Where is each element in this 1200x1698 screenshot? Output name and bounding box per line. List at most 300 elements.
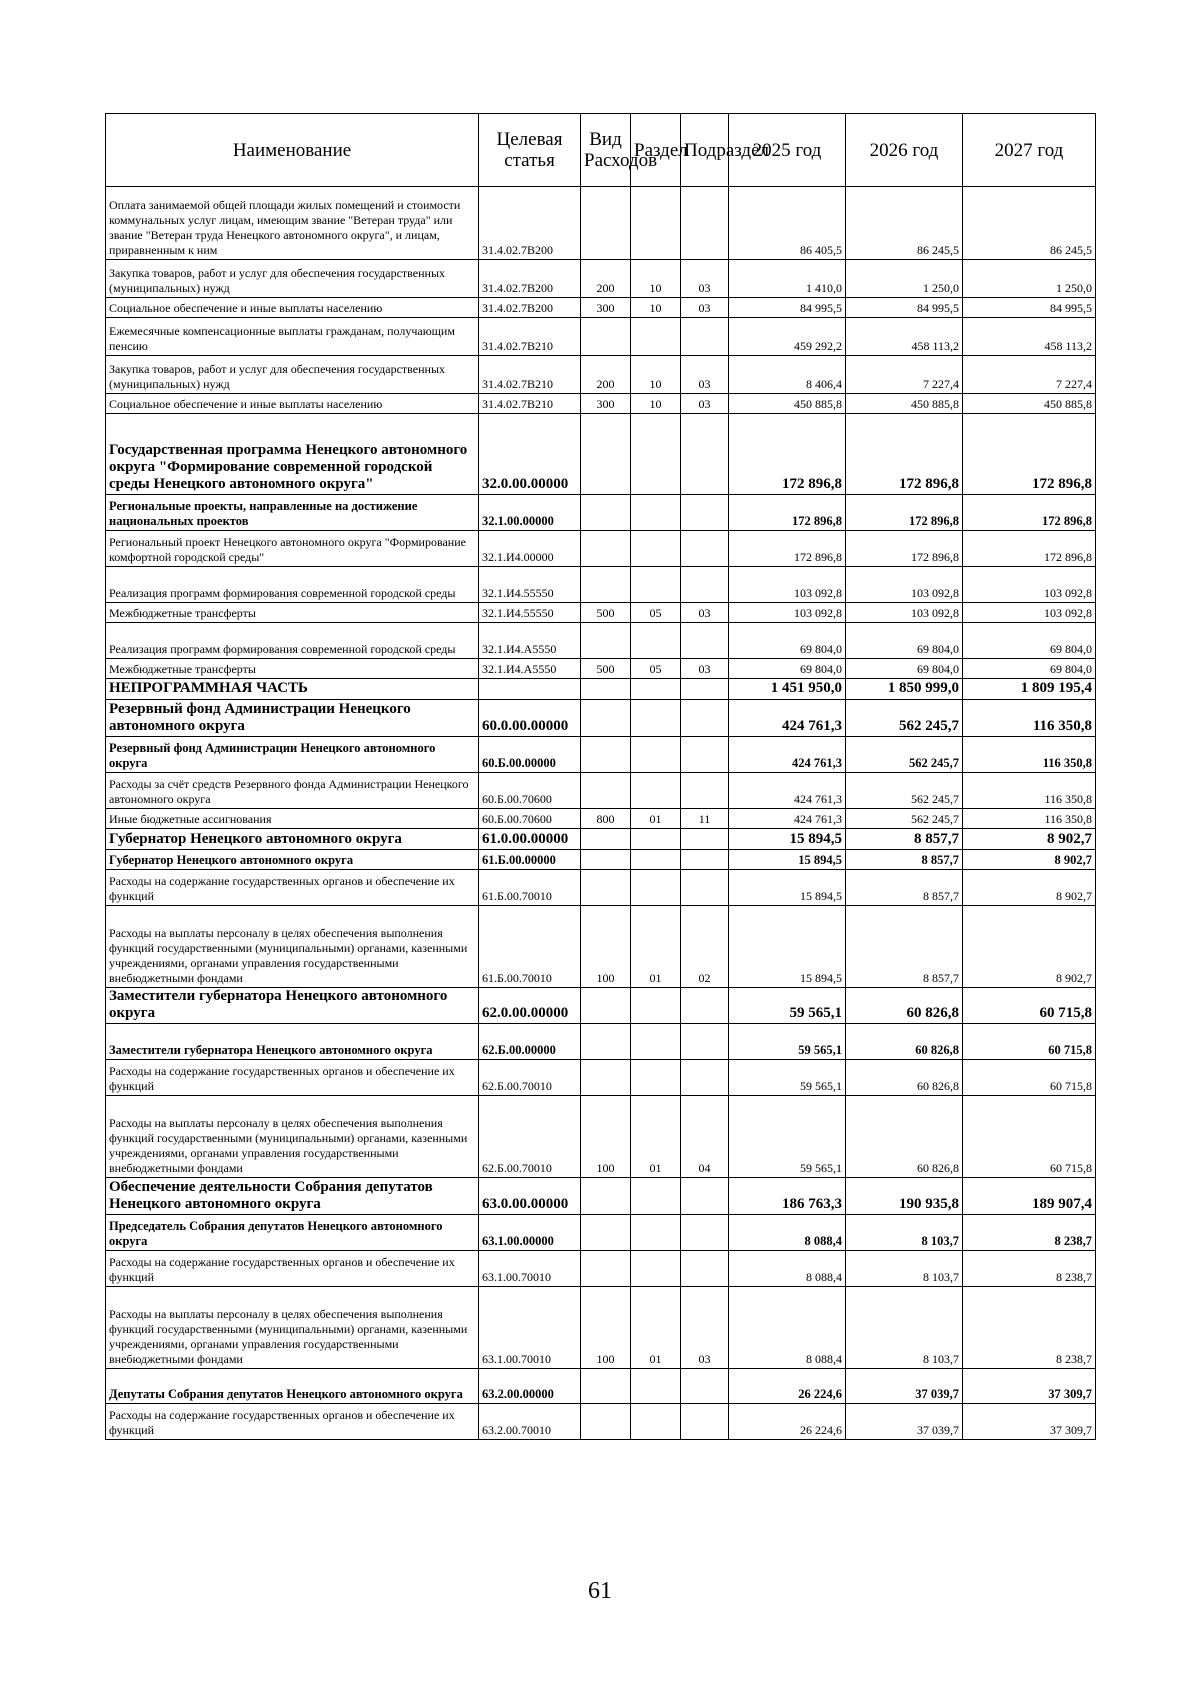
cell-name: Расходы на содержание государственных органов и обеспечение их функций <box>106 1251 479 1287</box>
cell-section <box>631 1024 681 1060</box>
cell-2026: 60 826,8 <box>846 1060 963 1096</box>
cell-expense-kind: 200 <box>581 260 631 298</box>
cell-target-article: 61.Б.00.00000 <box>479 850 581 870</box>
cell-name: Ежемесячные компенсационные выплаты гражданам, получающим пенсию <box>106 318 479 356</box>
cell-2026: 86 245,5 <box>846 187 963 260</box>
cell-name: НЕПРОГРАММНАЯ ЧАСТЬ <box>106 679 479 700</box>
cell-target-article: 60.0.00.00000 <box>479 700 581 737</box>
cell-subsection <box>681 1369 729 1404</box>
table-row <box>106 298 1096 318</box>
cell-2025: 1 451 950,0 <box>729 679 846 700</box>
cell-subsection: 03 <box>681 260 729 298</box>
cell-subsection: 03 <box>681 298 729 318</box>
cell-name: Расходы на содержание государственных органов и обеспечение их функций <box>106 1060 479 1096</box>
cell-2025: 424 761,3 <box>729 809 846 829</box>
cell-name: Депутаты Собрания депутатов Ненецкого автономного округа <box>106 1369 479 1404</box>
cell-2025: 103 092,8 <box>729 603 846 623</box>
cell-subsection <box>681 679 729 700</box>
cell-name: Губернатор Ненецкого автономного округа <box>106 850 479 870</box>
cell-2027: 60 715,8 <box>963 988 1096 1024</box>
cell-target-article: 62.Б.00.70010 <box>479 1060 581 1096</box>
cell-2027: 86 245,5 <box>963 187 1096 260</box>
cell-2025: 59 565,1 <box>729 988 846 1024</box>
table-row <box>106 623 1096 659</box>
cell-target-article: 31.4.02.7В210 <box>479 356 581 394</box>
cell-section <box>631 1369 681 1404</box>
cell-2025: 424 761,3 <box>729 773 846 809</box>
cell-2025: 69 804,0 <box>729 623 846 659</box>
cell-2025: 15 894,5 <box>729 870 846 906</box>
cell-subsection <box>681 773 729 809</box>
cell-expense-kind <box>581 1404 631 1440</box>
cell-name: Реализация программ формирования современной городской среды <box>106 567 479 603</box>
cell-2025: 86 405,5 <box>729 187 846 260</box>
table-header-row <box>106 114 1096 187</box>
cell-section: 01 <box>631 1096 681 1178</box>
cell-subsection <box>681 567 729 603</box>
cell-2026: 84 995,5 <box>846 298 963 318</box>
cell-section <box>631 1251 681 1287</box>
cell-2026: 1 250,0 <box>846 260 963 298</box>
cell-target-article: 32.0.00.00000 <box>479 414 581 495</box>
cell-target-article: 62.Б.00.70010 <box>479 1096 581 1178</box>
cell-2025: 8 088,4 <box>729 1215 846 1251</box>
table-row <box>106 829 1096 850</box>
cell-target-article: 63.1.00.00000 <box>479 1215 581 1251</box>
cell-subsection <box>681 1178 729 1215</box>
cell-2027: 37 309,7 <box>963 1369 1096 1404</box>
table-row <box>106 1178 1096 1215</box>
cell-name: Расходы на содержание государственных органов и обеспечение их функций <box>106 870 479 906</box>
cell-2027: 8 902,7 <box>963 850 1096 870</box>
cell-name: Расходы на выплаты персоналу в целях обеспечения выполнения функций государственными (муниципальными) органами, казенными учреждениями, органами управления государственными внебюджетными фондами <box>106 906 479 988</box>
table-row <box>106 1096 1096 1178</box>
cell-section <box>631 700 681 737</box>
cell-2027: 458 113,2 <box>963 318 1096 356</box>
cell-expense-kind <box>581 679 631 700</box>
cell-2025: 186 763,3 <box>729 1178 846 1215</box>
cell-target-article: 32.1.И4.55550 <box>479 603 581 623</box>
cell-target-article: 32.1.И4.А5550 <box>479 623 581 659</box>
cell-expense-kind <box>581 567 631 603</box>
cell-2027: 450 885,8 <box>963 394 1096 414</box>
cell-target-article: 61.0.00.00000 <box>479 829 581 850</box>
cell-section: 01 <box>631 906 681 988</box>
cell-expense-kind <box>581 414 631 495</box>
table-row <box>106 809 1096 829</box>
table-row <box>106 659 1096 679</box>
cell-2026: 69 804,0 <box>846 659 963 679</box>
cell-section <box>631 414 681 495</box>
cell-target-article: 63.1.00.70010 <box>479 1287 581 1369</box>
cell-2026: 103 092,8 <box>846 567 963 603</box>
cell-expense-kind <box>581 1060 631 1096</box>
cell-expense-kind: 300 <box>581 298 631 318</box>
cell-expense-kind <box>581 829 631 850</box>
cell-section: 01 <box>631 809 681 829</box>
cell-subsection <box>681 531 729 567</box>
cell-expense-kind: 100 <box>581 1287 631 1369</box>
cell-section <box>631 679 681 700</box>
cell-2026: 562 245,7 <box>846 700 963 737</box>
cell-target-article: 63.0.00.00000 <box>479 1178 581 1215</box>
cell-2025: 8 088,4 <box>729 1287 846 1369</box>
cell-target-article: 63.2.00.70010 <box>479 1404 581 1440</box>
cell-expense-kind <box>581 988 631 1024</box>
cell-2027: 116 350,8 <box>963 737 1096 773</box>
cell-expense-kind <box>581 1251 631 1287</box>
cell-section <box>631 773 681 809</box>
cell-2027: 60 715,8 <box>963 1024 1096 1060</box>
cell-subsection <box>681 318 729 356</box>
cell-target-article: 60.Б.00.70600 <box>479 809 581 829</box>
table-row <box>106 679 1096 700</box>
cell-name: Расходы на выплаты персоналу в целях обеспечения выполнения функций государственными (муниципальными) органами, казенными учреждениями, органами управления государственными внебюджетными фондами <box>106 1287 479 1369</box>
cell-2026: 69 804,0 <box>846 623 963 659</box>
cell-2025: 59 565,1 <box>729 1060 846 1096</box>
cell-2027: 69 804,0 <box>963 623 1096 659</box>
cell-2026: 562 245,7 <box>846 809 963 829</box>
cell-2026: 60 826,8 <box>846 1096 963 1178</box>
cell-2025: 8 406,4 <box>729 356 846 394</box>
cell-subsection <box>681 1404 729 1440</box>
cell-target-article: 32.1.И4.00000 <box>479 531 581 567</box>
cell-2026: 8 103,7 <box>846 1287 963 1369</box>
cell-name: Обеспечение деятельности Собрания депутатов Ненецкого автономного округа <box>106 1178 479 1215</box>
cell-2025: 424 761,3 <box>729 700 846 737</box>
cell-section <box>631 1404 681 1440</box>
table-row <box>106 773 1096 809</box>
cell-2025: 69 804,0 <box>729 659 846 679</box>
cell-target-article: 31.4.02.7В210 <box>479 394 581 414</box>
cell-subsection <box>681 737 729 773</box>
table-row <box>106 603 1096 623</box>
cell-2025: 15 894,5 <box>729 850 846 870</box>
cell-subsection: 03 <box>681 394 729 414</box>
cell-target-article: 61.Б.00.70010 <box>479 870 581 906</box>
table-row <box>106 531 1096 567</box>
cell-name: Расходы за счёт средств Резервного фонда Администрации Ненецкого автономного округа <box>106 773 479 809</box>
cell-2027: 60 715,8 <box>963 1060 1096 1096</box>
cell-2027: 69 804,0 <box>963 659 1096 679</box>
cell-subsection <box>681 187 729 260</box>
cell-section <box>631 1215 681 1251</box>
cell-2026: 1 850 999,0 <box>846 679 963 700</box>
cell-2026: 8 103,7 <box>846 1251 963 1287</box>
cell-subsection: 03 <box>681 1287 729 1369</box>
cell-expense-kind <box>581 187 631 260</box>
cell-2025: 172 896,8 <box>729 414 846 495</box>
cell-2026: 450 885,8 <box>846 394 963 414</box>
cell-section <box>631 829 681 850</box>
cell-2026: 8 103,7 <box>846 1215 963 1251</box>
cell-section: 01 <box>631 1287 681 1369</box>
cell-2025: 15 894,5 <box>729 906 846 988</box>
cell-expense-kind <box>581 1215 631 1251</box>
cell-target-article <box>479 679 581 700</box>
cell-2026: 37 039,7 <box>846 1369 963 1404</box>
cell-expense-kind <box>581 700 631 737</box>
cell-name: Региональный проект Ненецкого автономного округа "Формирование комфортной городской среды" <box>106 531 479 567</box>
table-row <box>106 1404 1096 1440</box>
cell-2025: 172 896,8 <box>729 495 846 531</box>
cell-section: 10 <box>631 298 681 318</box>
cell-section <box>631 623 681 659</box>
cell-2027: 8 238,7 <box>963 1287 1096 1369</box>
table-row <box>106 260 1096 298</box>
cell-2026: 172 896,8 <box>846 414 963 495</box>
cell-name: Межбюджетные трансферты <box>106 603 479 623</box>
page-number: 61 <box>588 1578 612 1604</box>
cell-2025: 1 410,0 <box>729 260 846 298</box>
cell-subsection: 03 <box>681 603 729 623</box>
header-subsection: Подраздел <box>681 114 729 187</box>
table-row <box>106 870 1096 906</box>
cell-subsection <box>681 988 729 1024</box>
table-body <box>106 187 1096 1440</box>
cell-section <box>631 531 681 567</box>
cell-subsection <box>681 1215 729 1251</box>
table-row <box>106 906 1096 988</box>
header-section: Раздел <box>631 114 681 187</box>
table-row <box>106 737 1096 773</box>
cell-section <box>631 1060 681 1096</box>
cell-2026: 562 245,7 <box>846 737 963 773</box>
cell-2027: 172 896,8 <box>963 531 1096 567</box>
cell-2025: 59 565,1 <box>729 1024 846 1060</box>
table-row <box>106 1369 1096 1404</box>
cell-2025: 84 995,5 <box>729 298 846 318</box>
cell-expense-kind <box>581 737 631 773</box>
cell-subsection <box>681 700 729 737</box>
cell-2027: 8 902,7 <box>963 906 1096 988</box>
cell-expense-kind <box>581 1178 631 1215</box>
cell-target-article: 32.1.00.00000 <box>479 495 581 531</box>
cell-2027: 8 238,7 <box>963 1215 1096 1251</box>
cell-section <box>631 567 681 603</box>
cell-2027: 116 350,8 <box>963 773 1096 809</box>
cell-2027: 116 350,8 <box>963 700 1096 737</box>
table-row <box>106 700 1096 737</box>
cell-subsection <box>681 829 729 850</box>
cell-expense-kind <box>581 1024 631 1060</box>
table-row <box>106 495 1096 531</box>
cell-2026: 37 039,7 <box>846 1404 963 1440</box>
cell-expense-kind: 500 <box>581 659 631 679</box>
cell-target-article: 60.Б.00.00000 <box>479 737 581 773</box>
table-row <box>106 187 1096 260</box>
cell-2026: 172 896,8 <box>846 531 963 567</box>
cell-name: Социальное обеспечение и иные выплаты населению <box>106 394 479 414</box>
cell-section: 05 <box>631 659 681 679</box>
cell-target-article: 31.4.02.7В200 <box>479 260 581 298</box>
table-row <box>106 1060 1096 1096</box>
cell-2027: 103 092,8 <box>963 567 1096 603</box>
cell-2025: 424 761,3 <box>729 737 846 773</box>
cell-expense-kind: 500 <box>581 603 631 623</box>
cell-2025: 103 092,8 <box>729 567 846 603</box>
cell-section <box>631 318 681 356</box>
cell-2026: 172 896,8 <box>846 495 963 531</box>
cell-section <box>631 988 681 1024</box>
cell-section <box>631 495 681 531</box>
cell-2026: 458 113,2 <box>846 318 963 356</box>
table-row <box>106 988 1096 1024</box>
table-row <box>106 414 1096 495</box>
cell-expense-kind: 100 <box>581 1096 631 1178</box>
cell-subsection: 03 <box>681 356 729 394</box>
cell-subsection <box>681 495 729 531</box>
cell-expense-kind: 800 <box>581 809 631 829</box>
cell-2027: 116 350,8 <box>963 809 1096 829</box>
cell-name: Резервный фонд Администрации Ненецкого автономного округа <box>106 737 479 773</box>
budget-table <box>105 113 1096 1440</box>
cell-subsection <box>681 850 729 870</box>
cell-2026: 60 826,8 <box>846 1024 963 1060</box>
cell-expense-kind <box>581 623 631 659</box>
cell-2027: 172 896,8 <box>963 414 1096 495</box>
cell-2027: 37 309,7 <box>963 1404 1096 1440</box>
cell-2026: 103 092,8 <box>846 603 963 623</box>
cell-2025: 26 224,6 <box>729 1404 846 1440</box>
cell-2027: 7 227,4 <box>963 356 1096 394</box>
cell-expense-kind <box>581 1369 631 1404</box>
cell-subsection <box>681 1060 729 1096</box>
cell-expense-kind: 300 <box>581 394 631 414</box>
table-row <box>106 318 1096 356</box>
cell-name: Резервный фонд Администрации Ненецкого автономного округа <box>106 700 479 737</box>
cell-subsection <box>681 870 729 906</box>
table-row <box>106 1251 1096 1287</box>
cell-target-article: 62.0.00.00000 <box>479 988 581 1024</box>
cell-2027: 1 250,0 <box>963 260 1096 298</box>
table-row <box>106 394 1096 414</box>
header-target-article: Целевая статья <box>479 114 581 187</box>
cell-2026: 8 857,7 <box>846 850 963 870</box>
cell-target-article: 31.4.02.7В210 <box>479 318 581 356</box>
cell-name: Расходы на содержание государственных органов и обеспечение их функций <box>106 1404 479 1440</box>
header-2025: 2025 год <box>729 114 846 187</box>
cell-name: Закупка товаров, работ и услуг для обеспечения государственных (муниципальных) нужд <box>106 356 479 394</box>
table-row <box>106 1024 1096 1060</box>
cell-name: Заместители губернатора Ненецкого автономного округа <box>106 1024 479 1060</box>
table-row <box>106 850 1096 870</box>
table-row <box>106 567 1096 603</box>
cell-section: 10 <box>631 356 681 394</box>
cell-expense-kind <box>581 870 631 906</box>
cell-section <box>631 870 681 906</box>
cell-name: Государственная программа Ненецкого автономного округа "Формирование современной городской среды Ненецкого автономного округа" <box>106 414 479 495</box>
cell-name: Реализация программ формирования современной городской среды <box>106 623 479 659</box>
cell-2026: 8 857,7 <box>846 906 963 988</box>
cell-section: 10 <box>631 260 681 298</box>
cell-name: Иные бюджетные ассигнования <box>106 809 479 829</box>
header-2027: 2027 год <box>963 114 1096 187</box>
cell-target-article: 63.2.00.00000 <box>479 1369 581 1404</box>
cell-name: Расходы на выплаты персоналу в целях обеспечения выполнения функций государственными (муниципальными) органами, казенными учреждениями, органами управления государственными внебюджетными фондами <box>106 1096 479 1178</box>
cell-section: 05 <box>631 603 681 623</box>
cell-section <box>631 850 681 870</box>
cell-target-article: 61.Б.00.70010 <box>479 906 581 988</box>
cell-2027: 8 902,7 <box>963 870 1096 906</box>
table-row <box>106 1215 1096 1251</box>
cell-2026: 562 245,7 <box>846 773 963 809</box>
header-name: Наименование <box>106 114 479 187</box>
cell-expense-kind: 100 <box>581 906 631 988</box>
cell-subsection <box>681 1251 729 1287</box>
cell-name: Социальное обеспечение и иные выплаты населению <box>106 298 479 318</box>
table-row <box>106 356 1096 394</box>
header-expense-kind: Вид Расходов <box>581 114 631 187</box>
cell-section: 10 <box>631 394 681 414</box>
cell-name: Закупка товаров, работ и услуг для обеспечения государственных (муниципальных) нужд <box>106 260 479 298</box>
cell-target-article: 31.4.02.7В200 <box>479 187 581 260</box>
cell-name: Председатель Собрания депутатов Ненецкого автономного округа <box>106 1215 479 1251</box>
cell-2025: 26 224,6 <box>729 1369 846 1404</box>
cell-expense-kind <box>581 318 631 356</box>
cell-subsection: 03 <box>681 659 729 679</box>
cell-subsection: 04 <box>681 1096 729 1178</box>
cell-section <box>631 187 681 260</box>
cell-2027: 8 902,7 <box>963 829 1096 850</box>
cell-2026: 7 227,4 <box>846 356 963 394</box>
cell-2025: 172 896,8 <box>729 531 846 567</box>
cell-target-article: 31.4.02.7В200 <box>479 298 581 318</box>
cell-subsection <box>681 1024 729 1060</box>
cell-2025: 450 885,8 <box>729 394 846 414</box>
cell-name: Заместители губернатора Ненецкого автономного округа <box>106 988 479 1024</box>
cell-2027: 1 809 195,4 <box>963 679 1096 700</box>
header-2026: 2026 год <box>846 114 963 187</box>
cell-expense-kind <box>581 773 631 809</box>
cell-expense-kind <box>581 531 631 567</box>
cell-2027: 103 092,8 <box>963 603 1096 623</box>
cell-2027: 189 907,4 <box>963 1178 1096 1215</box>
cell-expense-kind <box>581 495 631 531</box>
cell-name: Региональные проекты, направленные на достижение национальных проектов <box>106 495 479 531</box>
cell-2027: 8 238,7 <box>963 1251 1096 1287</box>
cell-subsection <box>681 623 729 659</box>
cell-target-article: 60.Б.00.70600 <box>479 773 581 809</box>
cell-target-article: 62.Б.00.00000 <box>479 1024 581 1060</box>
cell-subsection: 11 <box>681 809 729 829</box>
cell-target-article: 32.1.И4.А5550 <box>479 659 581 679</box>
cell-section <box>631 1178 681 1215</box>
cell-2025: 8 088,4 <box>729 1251 846 1287</box>
cell-2026: 190 935,8 <box>846 1178 963 1215</box>
cell-subsection: 02 <box>681 906 729 988</box>
cell-2025: 15 894,5 <box>729 829 846 850</box>
cell-2026: 8 857,7 <box>846 829 963 850</box>
cell-expense-kind <box>581 850 631 870</box>
cell-name: Оплата занимаемой общей площади жилых помещений и стоимости коммунальных услуг лицам, имеющим звание "Ветеран труда" или звание "Ветеран труда Ненецкого автономного округа", и лицам, приравненным к ним <box>106 187 479 260</box>
cell-section <box>631 737 681 773</box>
cell-2025: 459 292,2 <box>729 318 846 356</box>
cell-2027: 84 995,5 <box>963 298 1096 318</box>
table-row <box>106 1287 1096 1369</box>
cell-subsection <box>681 414 729 495</box>
cell-2026: 60 826,8 <box>846 988 963 1024</box>
cell-target-article: 32.1.И4.55550 <box>479 567 581 603</box>
cell-2027: 60 715,8 <box>963 1096 1096 1178</box>
cell-target-article: 63.1.00.70010 <box>479 1251 581 1287</box>
cell-expense-kind: 200 <box>581 356 631 394</box>
cell-name: Межбюджетные трансферты <box>106 659 479 679</box>
cell-2027: 172 896,8 <box>963 495 1096 531</box>
cell-name: Губернатор Ненецкого автономного округа <box>106 829 479 850</box>
cell-2025: 59 565,1 <box>729 1096 846 1178</box>
cell-2026: 8 857,7 <box>846 870 963 906</box>
